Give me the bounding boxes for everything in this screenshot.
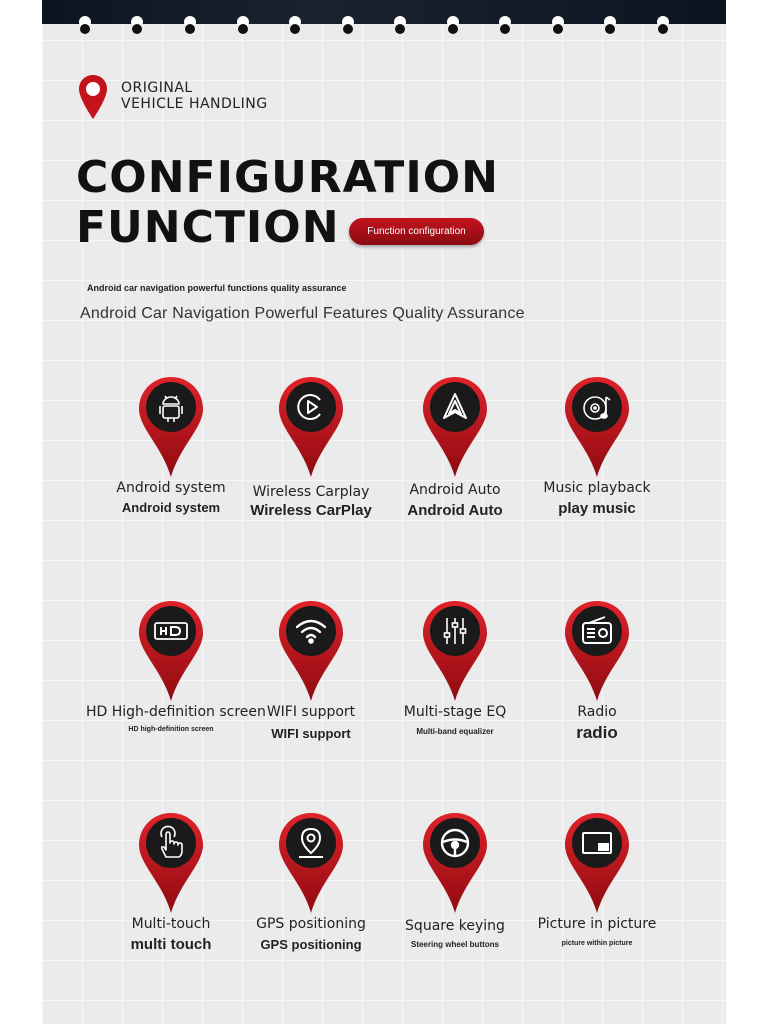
feature-sublabel: picture within picture — [561, 940, 633, 947]
feature-sublabel: Wireless CarPlay — [250, 502, 372, 519]
map-pin — [278, 376, 344, 478]
touch-icon — [151, 823, 191, 863]
feature-label: Multi-stage EQ — [403, 704, 507, 720]
binder-ring — [78, 16, 92, 40]
binder-ring — [183, 16, 197, 40]
feature-label: WIFI support — [266, 704, 356, 720]
feature-label: Wireless Carplay — [252, 484, 370, 500]
feature-music-playback — [512, 376, 682, 517]
map-pin — [138, 600, 204, 702]
binder-ring — [341, 16, 355, 40]
map-pin — [278, 600, 344, 702]
map-pin — [564, 376, 630, 478]
map-pin — [564, 812, 630, 914]
gps-icon — [291, 823, 331, 863]
binder-ring — [551, 16, 565, 40]
binder-ring — [130, 16, 144, 40]
map-pin — [422, 376, 488, 478]
feature-label: Picture in picture — [537, 916, 657, 932]
equalizer-icon — [435, 611, 475, 651]
feature-sublabel: multi touch — [130, 936, 212, 953]
android-auto-icon — [435, 387, 475, 427]
binder-ring — [656, 16, 670, 40]
binder-ring — [288, 16, 302, 40]
top-photo-strip — [42, 0, 726, 24]
map-pin — [564, 600, 630, 702]
map-pin — [138, 376, 204, 478]
feature-sublabel: Steering wheel buttons — [410, 940, 499, 949]
pip-icon — [577, 823, 617, 863]
feature-sublabel: Android Auto — [407, 502, 503, 519]
steering-wheel-icon — [435, 823, 475, 863]
feature-label: Android Auto — [409, 482, 501, 498]
hd-icon — [151, 611, 191, 651]
feature-label: GPS positioning — [256, 916, 366, 932]
binder-ring — [393, 16, 407, 40]
feature-label: Multi-touch — [131, 916, 211, 932]
map-pin — [278, 812, 344, 914]
header-line-2: VEHICLE HANDLING — [121, 96, 268, 112]
map-pin — [138, 812, 204, 914]
binder-ring — [603, 16, 617, 40]
feature-sublabel: Android system — [121, 500, 221, 515]
binder-ring — [446, 16, 460, 40]
page-title-line-2: FUNCTION — [76, 202, 340, 253]
feature-sublabel: GPS positioning — [260, 937, 362, 952]
feature-sublabel: HD high-definition screen — [128, 726, 214, 733]
feature-label: Square keying — [405, 918, 505, 934]
map-pin — [422, 600, 488, 702]
page-title-line-1: CONFIGURATION — [76, 152, 499, 203]
feature-label: Android system — [116, 480, 226, 496]
feature-picture-in-picture — [512, 812, 682, 947]
feature-sublabel: Multi-band equalizer — [416, 727, 494, 736]
function-configuration-badge: Function configuration — [349, 218, 484, 245]
wifi-icon — [291, 611, 331, 651]
feature-label: Radio — [577, 704, 617, 720]
subtitle-large: Android Car Navigation Powerful Features Quality Assurance — [80, 305, 525, 322]
feature-radio — [512, 600, 682, 743]
feature-sublabel: radio — [576, 723, 618, 742]
header-line-1: ORIGINAL — [121, 80, 193, 96]
radio-icon — [577, 611, 617, 651]
binder-ring — [498, 16, 512, 40]
feature-sublabel: WIFI support — [271, 726, 351, 741]
feature-label: Music playback — [543, 480, 651, 496]
location-pin-icon — [78, 74, 108, 125]
map-pin — [422, 812, 488, 914]
subtitle-small: Android car navigation powerful functions quality assurance — [87, 283, 347, 293]
carplay-icon — [291, 387, 331, 427]
feature-label: HD High-definition screen — [86, 704, 266, 720]
binder-ring — [236, 16, 250, 40]
feature-sublabel: play music — [558, 500, 636, 517]
android-icon — [151, 387, 191, 427]
music-icon — [577, 387, 617, 427]
